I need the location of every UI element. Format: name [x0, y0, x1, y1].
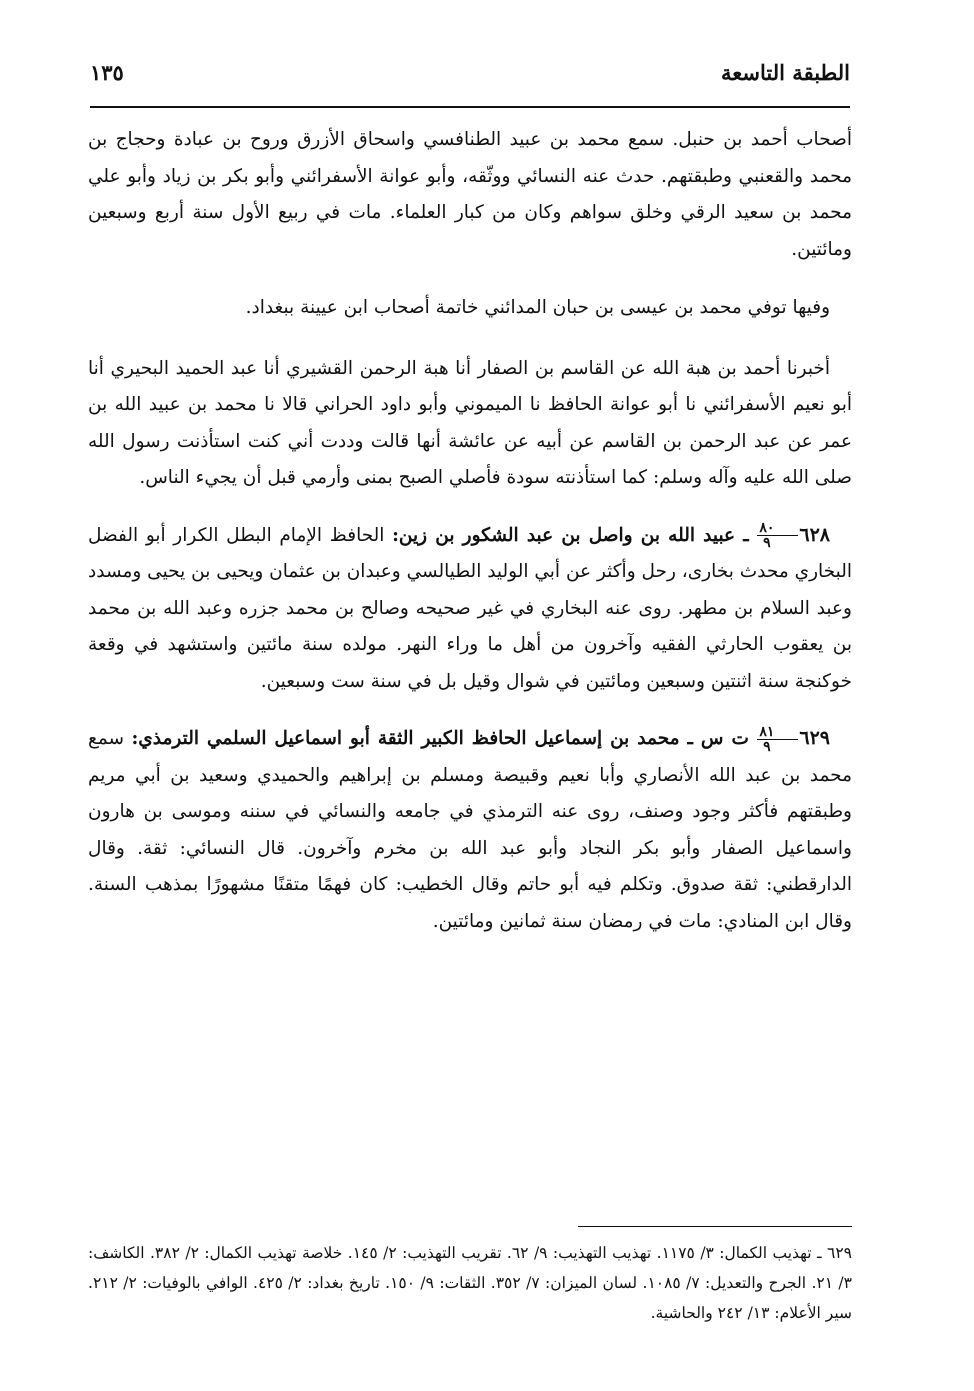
entry-heading: ت س ـ محمد بن إسماعيل الحافظ الكبير الثقة أبو اسماعيل السلمي الترمذي:: [131, 728, 749, 749]
biography-entry: [88, 517, 852, 701]
entry-heading: ـ عبيد الله بن واصل بن عبد الشكور بن زين:: [392, 524, 749, 546]
fraction-numerator: ٨١: [757, 725, 798, 740]
paragraph-hadith-chain: أخبرنا أحمد بن هبة الله عن القاسم بن الصفار أنا هبة الرحمن القشيري أنا عبد الحميد البحيري أنا أبو نعيم الأسفرائني نا أبو عوانة الحافظ نا الميموني وأبو داود الحراني قالا نا محمد بن عبيد الله بن عمر عن عبد الرحمن بن القاسم عن أبيه عن عائشة أنها قالت وددت أني كنت استأذنت رسول الله صلى الله عليه وآله وسلم: كما استأذنته سودة فأصلي الصبح بمنى وأرمي قبل أن يجيء الناس.: [88, 357, 852, 488]
footnotes: [88, 1238, 852, 1328]
entry-text: سمع محمد بن عبد الله الأنصاري وأبا نعيم وقبيصة ومسلم بن إبراهيم والحميدي وسعيد بن أبي مريم وطبقتهم فأكثر وجود وصنف، روى عنه الترمذي في جامعه والنسائي في سننه وموسى بن هارون واسماعيل الصفار وأبو بكر النجاد وأبو عبد الله بن مخرم وآخرون. قال النسائي: ثقة. وقال الدارقطني: ثقة صدوق. وتكلم فيه أبو حاتم وقال الخطيب: كان فهمًا متقنًا مشهورًا بمذهب السنة. وقال ابن المنادي: مات في رمضان سنة ثمانين ومائتين.: [88, 728, 852, 932]
biography-entry: [88, 720, 852, 940]
page-body: [88, 122, 852, 940]
page-number: ١٣٥: [90, 60, 124, 85]
header-divider: [90, 106, 850, 108]
entry-fraction: [757, 725, 798, 754]
entry-number: ٦٢٨: [799, 523, 830, 546]
fraction-denominator: ٩: [763, 738, 771, 755]
fraction-denominator: ٩: [763, 535, 771, 551]
entry-number: ٦٢٩: [799, 727, 830, 749]
paragraph-death-note: وفيها توفي محمد بن عيسى بن حبان المدائني خاتمة أصحاب ابن عيينة ببغداد.: [245, 297, 830, 318]
fraction-numerator: ٨٠: [757, 521, 798, 536]
page-header: [90, 58, 850, 98]
footnote-divider: [578, 1226, 852, 1227]
entry-fraction: [757, 521, 798, 550]
running-title: الطبقة التاسعة: [721, 60, 850, 85]
entry-text: الحافظ الإمام البطل الكرار أبو الفضل البخاري محدث بخارى، رحل وأكثر عن أبي الوليد الطيالسي وعبدان بن عثمان ويحيى بن يحيى ومسدد وعبد السلام بن مطهر. روى عنه البخاري في غير صحيحه وصالح بن محمد جزره وعبد الله بن محمد بن يعقوب الحارثي الفقيه وآخرون من أهل ما وراء النهر. مولده سنة مائتين واستشهد في وقعة خوكنجة سنة اثنتين وسبعين ومائتين في شوال وقيل بل في سنة ست وسبعين.: [88, 524, 852, 692]
paragraph-continuation: أصحاب أحمد بن حنبل. سمع محمد بن عبيد الطنافسي واسحاق الأزرق وروح بن عبادة وحجاج بن محمد والقعنبي وطبقتهم. حدث عنه النسائي ووثّقه، وأبو عوانة الأسفرائني وأبو بكر بن زياد وأبو علي محمد بن سعيد الرقي وخلق سواهم وكان من كبار العلماء. مات في ربيع الأول سنة أربع وسبعين ومائتين.: [88, 129, 852, 260]
footnote-text: ٦٢٩ ـ تهذيب الكمال: ٣/ ١١٧٥. تهذيب التهذيب: ٩/ ٦٢. تقريب التهذيب: ٢/ ١٤٥. خلاصة تهذيب الكمال: ٢/ ٣٨٢. الكاشف: ٣/ ٢١. الجرح والتعديل: ٧/ ١٠٨٥. لسان الميزان: ٧/ ٣٥٢. الثقات: ٩/ ١٥٠. تاريخ بغداد: ٢/ ٤٢٥. الوافي بالوفيات: ٢/ ٢١٢. سير الأعلام: ١٣/ ٢٤٢ والحاشية.: [88, 1244, 852, 1322]
